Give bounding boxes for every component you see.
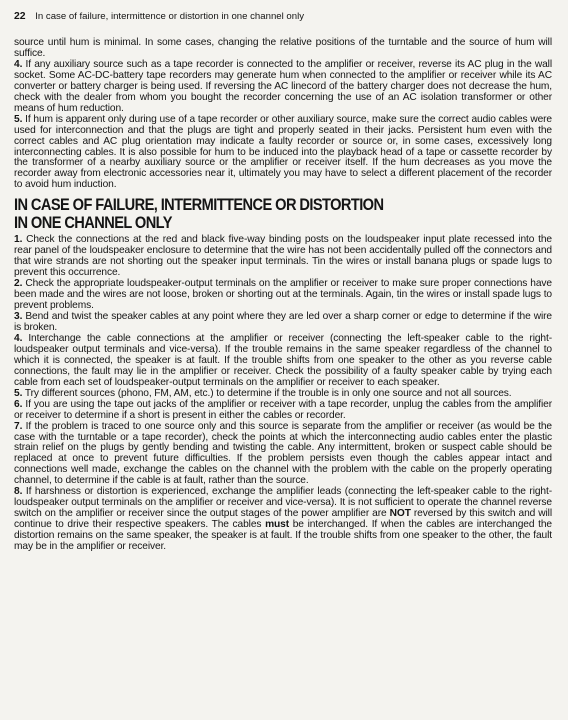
step-6: 6. If you are using the tape out jacks of the amplifier or receiver with a tape recorder, unplug the cables from the amplifier or receiver to determine if a short is present in either the cables or recorder. xyxy=(14,398,552,421)
intro-paragraph-continued: source until hum is minimal. In some cases, changing the relative positions of the turntable and the source of hum will suffice. xyxy=(14,37,552,59)
emphasis-must: must xyxy=(265,519,290,531)
step-8: 8. If harshness or distortion is experienced, exchange the amplifier leads (connecting the left-speaker cable to the right-loudspeaker output terminals on the amplifier or receiver and vice-versa). It is not sufficient to operate the channel reverse switch on the amplifier or receiver since the output stages of the power amplifier are NOT reversed by this switch and will continue to drive their respective speakers. The cables must be interchanged. If when the cables are interchanged the distortion remains on the same speaker, the speaker is at fault. If the trouble shifts from one speaker to the other, the fault may be in the amplifier or receiver. xyxy=(14,486,552,553)
hum-tip-5: 5. If hum is apparent only during use of a tape recorder or other auxiliary source, make sure the correct audio cables were used for interconnection and that the plugs are tight and properly seated in their jacks. Persistent hum even with the correct cables and AC plug orientation may indicate a faulty recorder or source or, in some cases, excessively long interconnecting cables. It is also possible for hum to be induced into the playback head of a tape or cassette recorder by the transformer of a nearby auxiliary source or the amplifier or receiver itself. If the hum decreases as you move the recorder away from electronic accessories near it, ultimately you may have to select a different placement of the recorder to avoid hum induction. xyxy=(14,113,552,191)
step-2: 2. Check the appropriate loudspeaker-output terminals on the amplifier or receiver to make sure proper connections have been made and the wires are not loose, broken or shorting out at the terminals. Again, tin the wires or install spade lugs to prevent problems. xyxy=(14,278,552,312)
step-4: 4. Interchange the cable connections at the amplifier or receiver (connecting the left-speaker cable to the right-loudspeaker output terminals and vice-versa). If the trouble remains in the same speaker regardless of the channel to which it is connected, the speaker is at fault. If the trouble shifts from one speaker to the other as you reverse cable connections, the fault may lie in the amplifier or receiver. Check the possibility of a faulty speaker cable by trying each cable from each set of loudspeaker-output terminals on the amplifier or receiver to each speaker. xyxy=(14,332,552,388)
step-1: 1. Check the connections at the red and black five-way binding posts on the loudspeaker input plate recessed into the rear panel of the loudspeaker enclosure to determine that the wire has not been accidentally pulled off the connectors and that wire strands are not shorting out the speaker input terminals. Tin the wires or install banana plugs or spade lugs to prevent this occurrence. xyxy=(14,234,552,279)
emphasis-not: NOT xyxy=(389,508,411,520)
step-7: 7. If the problem is traced to one source only and this source is separate from the amplifier or receiver (as would be the case with the turntable or a tape recorder), check the points at which the interconnecting audio cables enter the plastic strain relief on the plugs by gently bending and twisting the cable. Any intermittent, broken or suspect cable should be replaced at once to prevent future difficulties. If the problem persists even though the cables appear intact and connections well made, exchange the cables on the channel with the problem with the cable on the properly operating channel, to determine if the cable is at fault, rather than the source. xyxy=(14,420,552,487)
step-5: 5. Try different sources (phono, FM, AM, etc.) to determine if the trouble is in only one source and not all sources. xyxy=(14,387,512,399)
page-number: 22 xyxy=(14,11,26,22)
section-heading: IN CASE OF FAILURE, INTERMITTENCE OR DISTORTION IN ONE CHANNEL ONLY xyxy=(14,195,384,233)
step-3: 3. Bend and twist the speaker cables at any point where they are led over a sharp corner or edge to determine if the wire is broken. xyxy=(14,311,552,333)
running-title: In case of failure, intermittence or distortion in one channel only xyxy=(35,11,305,22)
running-header xyxy=(14,11,554,23)
body-text xyxy=(14,38,552,553)
hum-tip-4: 4. If any auxiliary source such as a tape recorder is connected to the amplifier or receiver, reverse its AC plug in the wall socket. Some AC-DC-battery tape recorders may generate hum when connected to the amplifier or receiver while its AC converter or battery charger is being used. If reversing the AC linecord of the battery charger does not decrease the hum, check with the dealer from whom you bought the recorder concerning the use of an AC isolation transformer or other means of hum reduction. xyxy=(14,58,553,114)
